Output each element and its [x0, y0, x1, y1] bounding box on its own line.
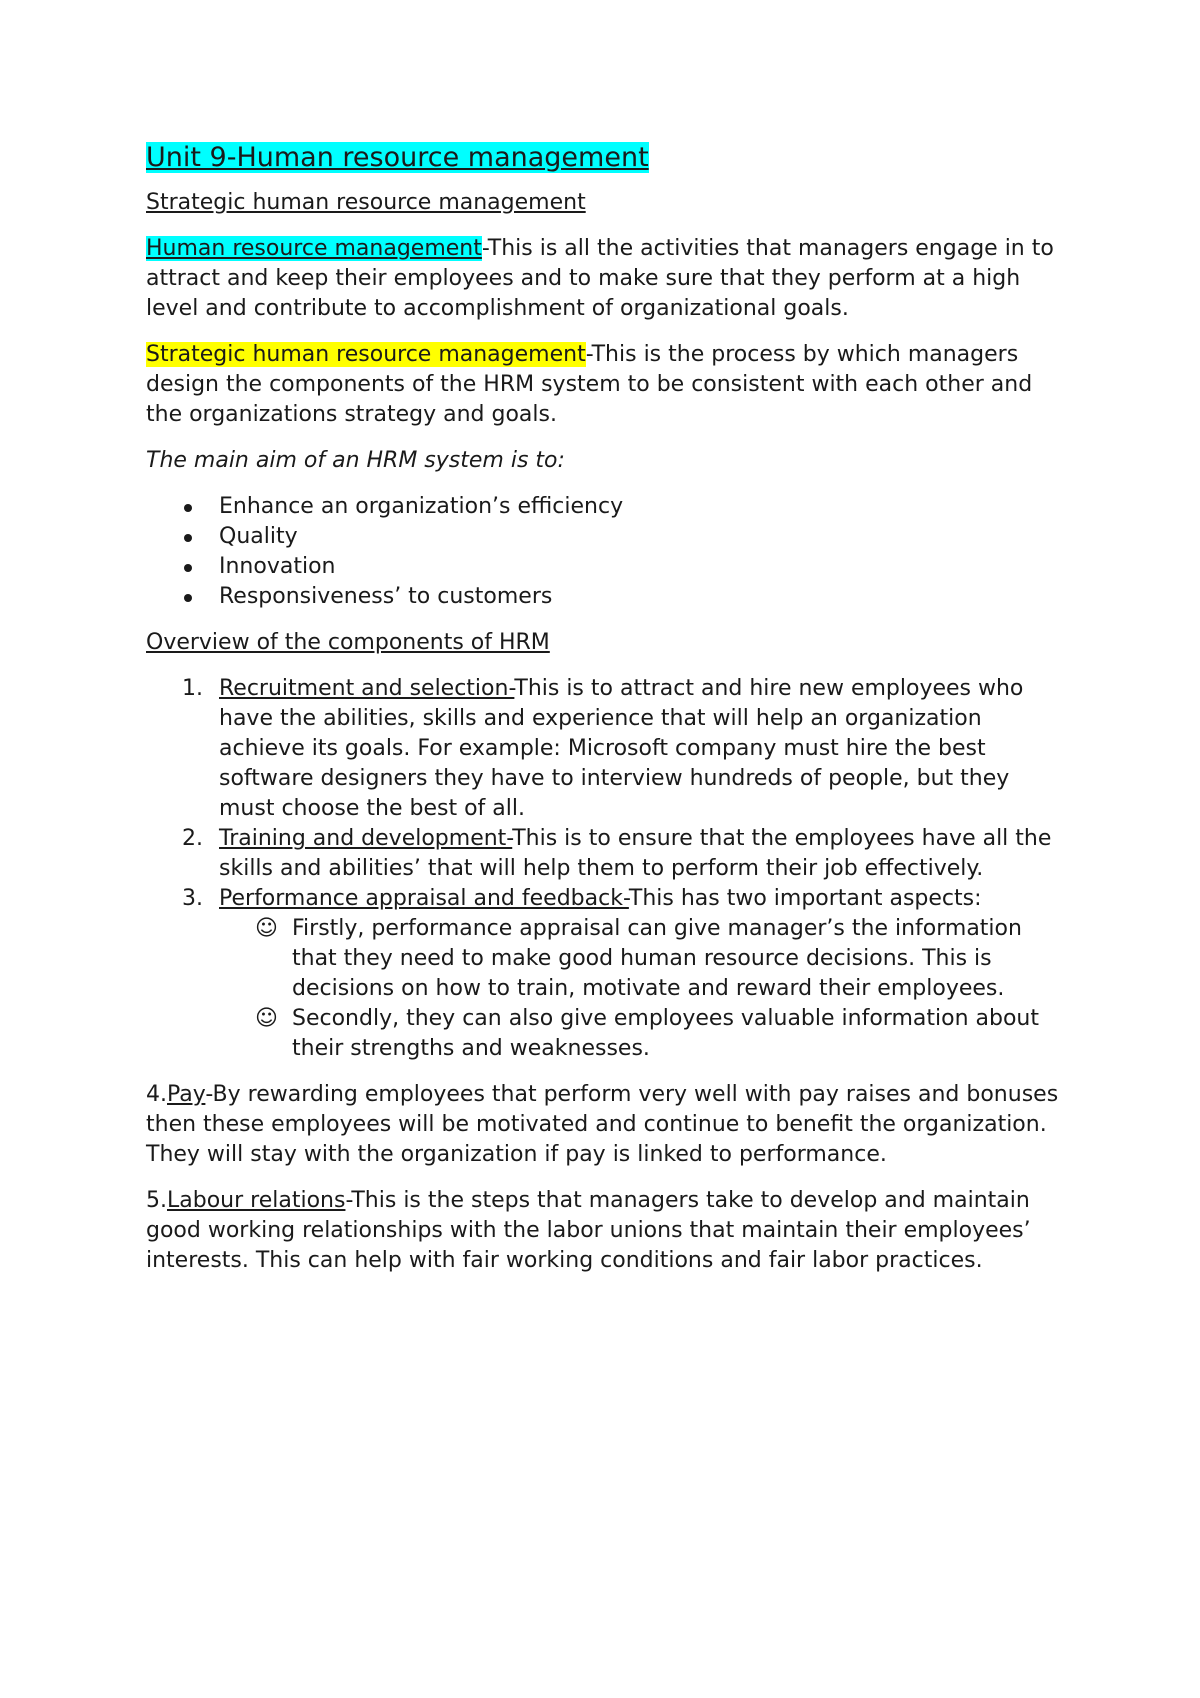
overview-heading [146, 628, 1066, 658]
item-number: 2. [182, 826, 203, 851]
aim-intro: The main aim of an HRM system is to: [146, 448, 565, 473]
labour-text: -This is the steps that managers take to develop and maintain good working relationships with the labor unions that maintain their employees’ interests. This can help with fair working conditions and fair labor practices. [146, 1188, 1031, 1273]
title-text: Unit 9-Human resource management [146, 142, 649, 173]
subheading [146, 188, 1066, 218]
pay-term: Pay [167, 1082, 206, 1107]
aims-list [146, 492, 1066, 612]
overview-heading-text: Overview of the components of HRM [146, 630, 550, 655]
pay-paragraph [146, 1080, 1066, 1170]
item-number: 3. [182, 886, 203, 911]
component-text: This has two important aspects: [628, 886, 982, 911]
list-item [146, 674, 1066, 824]
component-term: Training and development- [219, 826, 513, 851]
list-item [146, 884, 1066, 1064]
list-item: Responsiveness’ to customers [146, 582, 1066, 612]
hrm-term: Human resource management [146, 236, 482, 261]
components-list [146, 674, 1066, 1064]
pay-number: 4. [146, 1082, 167, 1107]
labour-number: 5. [146, 1188, 167, 1213]
bullet-icon [184, 504, 192, 512]
hrm-definition [146, 234, 1066, 324]
smiley-icon: ☺ [255, 1006, 278, 1031]
item-number: 1. [182, 676, 203, 701]
list-item: ☺ Secondly, they can also give employees valuable information about their strengths and weaknesses. [255, 1006, 1039, 1061]
shrm-definition [146, 340, 1066, 430]
hrm-text: -This is all the activities that managers engage in to attract and keep their employees and to make sure that they perform at a high level and contribute to accomplishment of organizational goals. [146, 236, 1054, 321]
document-page [146, 140, 1066, 1292]
document-title [146, 140, 1066, 176]
shrm-term: Strategic human resource management [146, 342, 586, 367]
labour-term: Labour relations [167, 1188, 346, 1213]
list-item: Enhance an organization’s efficiency [146, 492, 1066, 522]
list-item [146, 824, 1066, 884]
list-item: ☺ Firstly, performance appraisal can give manager’s the information that they need to make good human resource decisions. This is decisions on how to train, motivate and reward their employees. [255, 916, 1022, 1001]
appraisal-sublist [219, 914, 1066, 1064]
shrm-text: -This is the process by which managers design the components of the HRM system to be consistent with each other and the organizations strategy and goals. [146, 342, 1033, 427]
subheading-text: Strategic human resource management [146, 190, 586, 215]
bullet-icon [184, 594, 192, 602]
component-term: Performance appraisal and feedback- [219, 886, 629, 911]
labour-paragraph [146, 1186, 1066, 1276]
component-text: This is to attract and hire new employees who have the abilities, skills and experience that will help an organization achieve its goals. For example: Microsoft company must hire the best software designers they have to interview hundreds of people, but they must choose the best of all. [219, 676, 1024, 821]
list-item: Innovation [146, 552, 1066, 582]
component-text: This is to ensure that the employees have all the skills and abilities’ that will help them to perform their job effectively. [219, 826, 1052, 881]
bullet-icon [184, 534, 192, 542]
component-term: Recruitment and selection- [219, 676, 515, 701]
list-item: Quality [146, 522, 1066, 552]
pay-text: -By rewarding employees that perform very well with pay raises and bonuses then these employees will be motivated and continue to benefit the organization. They will stay with the organization if pay is linked to performance. [146, 1082, 1059, 1167]
smiley-icon: ☺ [255, 916, 278, 941]
bullet-icon [184, 564, 192, 572]
